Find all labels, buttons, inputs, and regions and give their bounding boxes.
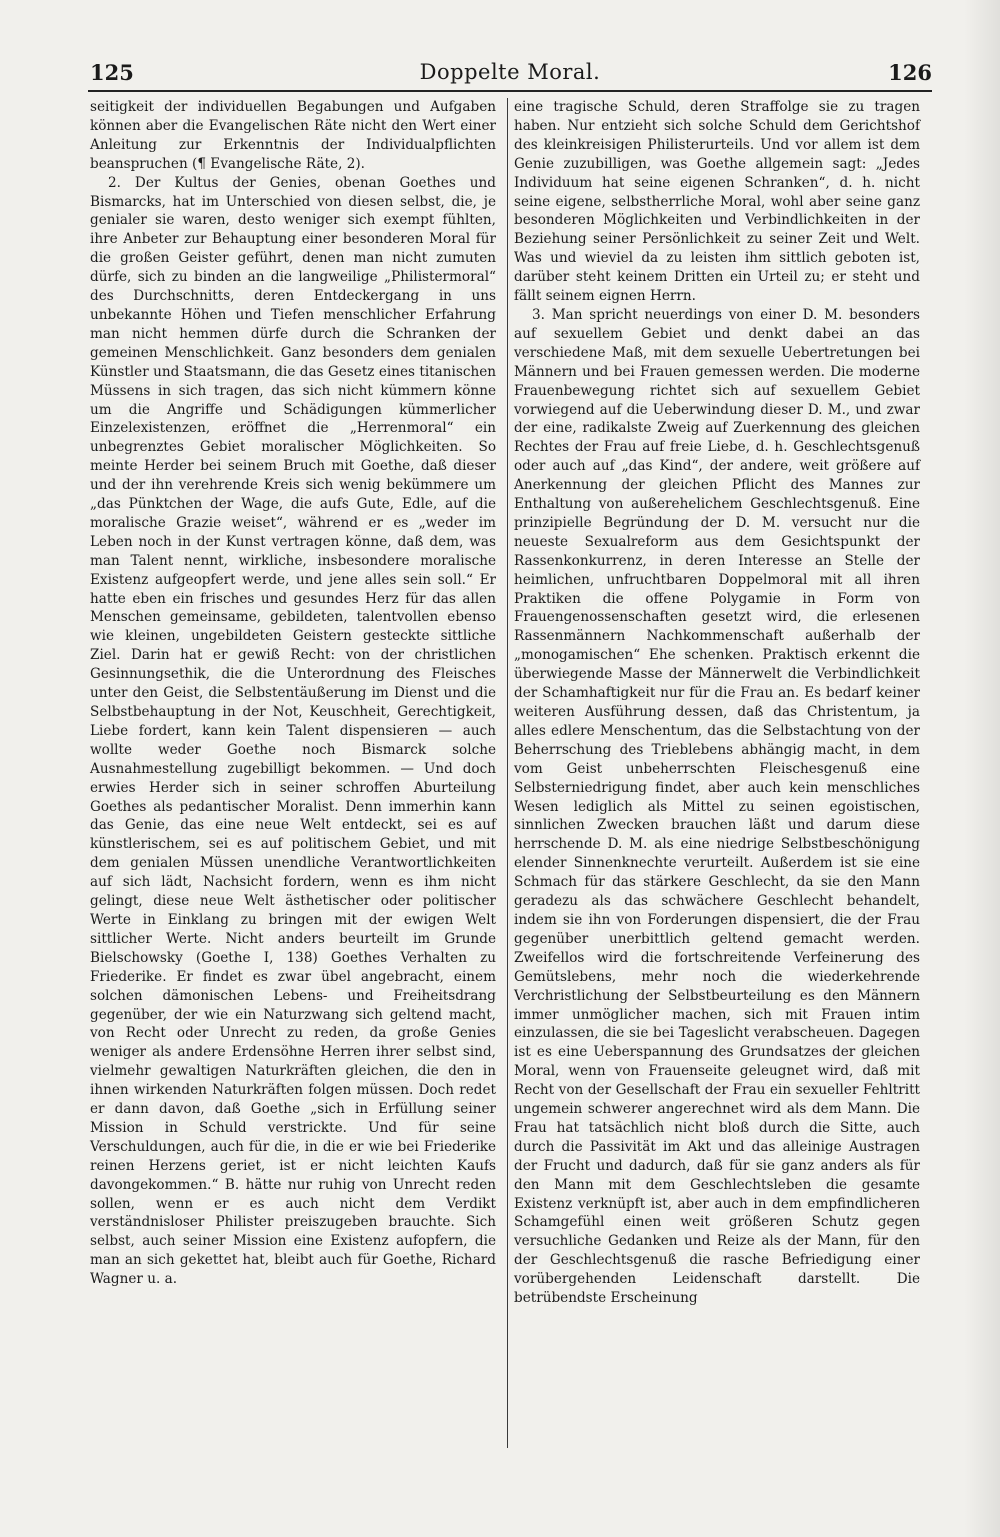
right-paragraph-2: 3. Man spricht neuerdings von einer D. M. besonders auf sexuellem Gebiet und denkt dabei an das verschiedene Maß, mit dem sexuelle Uebertretungen bei Männern und bei Frauen gemessen werden. Die moderne Frauenbewegung richtet sich auf sexuellem Gebiet vorwiegend auf die Ueberwindung dieser D. M., und zwar der eine, radikalste Zweig auf Zuerkennung des gleichen Rechtes der Frau auf freie Liebe, d. h. Geschlechtsgenuß oder auch auf „das Kind“, der andere, weit größere auf Anerkennung der gleichen Pflicht des Mannes zur Enthaltung von außerehelichem Geschlechtsgenuß. Eine prinzipielle Begründung der D. M. versucht nur die neueste Sexualreform aus dem Gesichtspunkt der Rassenkonkurrenz, in deren Interesse an Stelle der heimlichen, unfruchtbaren Doppelmoral mit all ihren Praktiken die offene Polygamie in Form von Frauengenossenschaften gesetzt wird, die erlesenen Rassenmännern Nachkommenschaft außerhalb der „monogamischen“ Ehe schenken. Praktisch erkennt die überwiegende Masse der Männerwelt die Verbindlichkeit der Schamhaftigkeit nur für die Frau an. Es bedarf keiner weiteren Ausführung dessen, daß das Christentum, ja alles edlere Menschentum, das die Selbstachtung von der Beherrschung des Trieblebens abhängig macht, in dem vom Geist unbeherrschten Fleischesgenuß eine Selbsterniedrigung findet, aber auch kein menschliches Wesen lediglich als Mittel zu seinen egoistischen, sinnlichen Zwecken brauchen läßt und darum diese herrschende D. M. als eine niedrige Selbstbeschönigung elender Sinnenknechte verurteilt. Außerdem ist sie eine Schmach für das stärkere Geschlecht, da sie den Mann geradezu als das schwächere Geschlecht behandelt, indem sie ihn von Forderungen dispensiert, die der Frau gegenüber unerbittlich geltend gemacht werden. Zweifellos wird die fortschreitende Verfeinerung des Gemütslebens, mehr noch die wiederkehrende Verchristlichung der Selbstbeurteilung es den Männern immer unmöglicher machen, sich mit Frauen intim einzulassen, die sie bei Tageslicht verabscheuen. Dagegen ist es eine Ueberspannung des Grundsatzes der gleichen Moral, wenn von Frauenseite geleugnet wird, daß mit Recht von der Gesellschaft der Frau ein sexueller Fehltritt ungemein schwerer angerechnet wird als dem Mann. Die Frau hat tatsächlich nicht bloß durch die Sitte, auch durch die Passivität im Akt und das alleinige Austragen der Frucht und dadurch, daß für sie ganz anders als für den Mann mit dem Geschlechtsleben die gesamte Existenz verknüpft ist, aber auch in dem empfindlicheren Schamgefühl einen weit größeren Schutz gegen versuchliche Gedanken und Reize als der Mann, für den der Geschlechtsgenuß die rasche Befriedigung einer vorübergehenden Leidenschaft darstellt. Die betrübendste Erscheinung bbox=[514, 306, 920, 1307]
right-paragraph-1: eine tragische Schuld, deren Straffolge sie zu tragen haben. Nur entzieht sich solche Schuld dem Gerichtshof des kleinkreisigen Philisterurteils. Und vor allem ist dem Genie zuzubilligen, was Goethe allgemein sagt: „Jedes Individuum hat seine eigenen Schranken“, d. h. nicht seine eigene, selbstherrliche Moral, wohl aber seine ganz besonderen Möglichkeiten und Verbindlichkeiten in der Beziehung seiner Persönlichkeit zu seiner Zeit und Welt. Was und wieviel da zu leisten ihm sittlich geboten ist, darüber steht keinem Dritten ein Urteil zu; er steht und fällt seinem eignen Herrn. bbox=[514, 99, 920, 305]
left-page-number: 125 bbox=[90, 60, 134, 85]
left-column bbox=[90, 98, 496, 1289]
running-header bbox=[88, 52, 932, 88]
running-title: Doppelte Moral. bbox=[419, 60, 601, 84]
right-page-number: 126 bbox=[888, 60, 932, 85]
left-paragraph-2: 2. Der Kultus der Genies, obenan Goethes und Bismarcks, hat im Unterschied von diesen selbst, die, je genialer sie waren, desto weniger sich exempt fühlten, ihre Anbeter zur Behauptung einer besonderen Moral für die großen Geister geführt, denen man nicht zumuten dürfe, sich zu binden an die langweilige „Philistermoral“ des Durchschnitts, deren Entdeckergang in uns unbekannte Höhen und Tiefen menschlicher Erfahrung man nicht hemmen dürfe durch die Schranken der gemeinen Menschlichkeit. Ganz besonders dem genialen Künstler und Staatsmann, die das Gesetz eines titanischen Müssens in sich tragen, das sich nicht kümmern könne um die Angriffe und Schädigungen kümmerlicher Einzelexistenzen, eröffnet die „Herrenmoral“ ein unbegrenztes Gebiet moralischer Möglichkeiten. So meinte Herder bei seinem Bruch mit Goethe, daß dieser und der ihn verehrende Kreis sich wenig bekümmere um „das Pünktchen der Wage, die aufs Gute, Edle, auf die moralische Grazie weiset“, während er es „weder im Leben noch in der Kunst vertragen könne, daß dem, was man Talent nennt, wirkliche, insbesondere moralische Existenz aufgeopfert werde, und jene alles sein soll.“ Er hatte eben ein frisches und gesundes Herz für das allen Menschen gemeinsame, gebildeten, talentvollen ebenso wie kleinen, ungebildeten Geistern gesteckte sittliche Ziel. Darin hat er gewiß Recht: von der christlichen Gesinnungsethik, die die Unterordnung des Fleisches unter den Geist, die Selbstentäußerung im Dienst und die Selbstbehauptung in der Not, Keuschheit, Gerechtigkeit, Liebe fordert, kann kein Talent dispensieren — auch wollte weder Goethe noch Bismarck solche Ausnahmestellung zugebilligt bekommen. — Und doch erwies Herder sich in seiner schroffen Aburteilung Goethes als pedantischer Moralist. Denn immerhin kann das Genie, das eine neue Welt entdeckt, sei es auf künstlerischem, sei es auf politischem Gebiet, und mit dem genialen Müssen unendliche Verantwortlichkeiten auf sich lädt, Nachsicht fordern, wenn es ihm nicht gelingt, diese neue Welt ästhetischer oder politischer Werte in Einklang zu bringen mit der ewigen Welt sittlicher Werte. Nicht anders beurteilt im Grunde Bielschowsky (Goethe I, 138) Goethes Verhalten zu Friederike. Er findet es zwar übel angebracht, einem solchen dämonischen Lebens- und Freiheitsdrang gegenüber, der wie ein Naturzwang sich geltend macht, von Recht oder Unrecht zu reden, da große Genies weniger als andere Erdensöhne Herren ihrer selbst sind, vielmehr gewaltigen Naturkräften gleichen, die den in ihnen wirkenden Naturkräften folgen müssen. Doch redet er dann davon, daß Goethe „sich in Erfüllung seiner Mission in Schuld verstrickte. Und für seine Verschuldungen, auch für die, in die er wie bei Friederike reinen Herzens geriet, ist er nicht leichten Kaufs davongekommen.“ B. hätte nur ruhig von Unrecht reden sollen, wenn er es auch nicht dem Verdikt verständnisloser Philister preiszugeben brauchte. Sich selbst, auch seiner Mission eine Existenz aufopfern, die man an sich gekettet hat, bleibt auch für Goethe, Richard Wagner u. a. bbox=[90, 174, 496, 1288]
right-column bbox=[514, 98, 920, 1308]
column-divider bbox=[507, 98, 508, 1448]
left-paragraph-1: seitigkeit der individuellen Begabungen und Aufgaben können aber die Evangelischen Räte nicht den Wert einer Anleitung zur Erkenntnis der Individualpflichten beanspruchen (¶ Evangelische Räte, 2). bbox=[90, 99, 496, 172]
header-rule bbox=[88, 90, 932, 92]
